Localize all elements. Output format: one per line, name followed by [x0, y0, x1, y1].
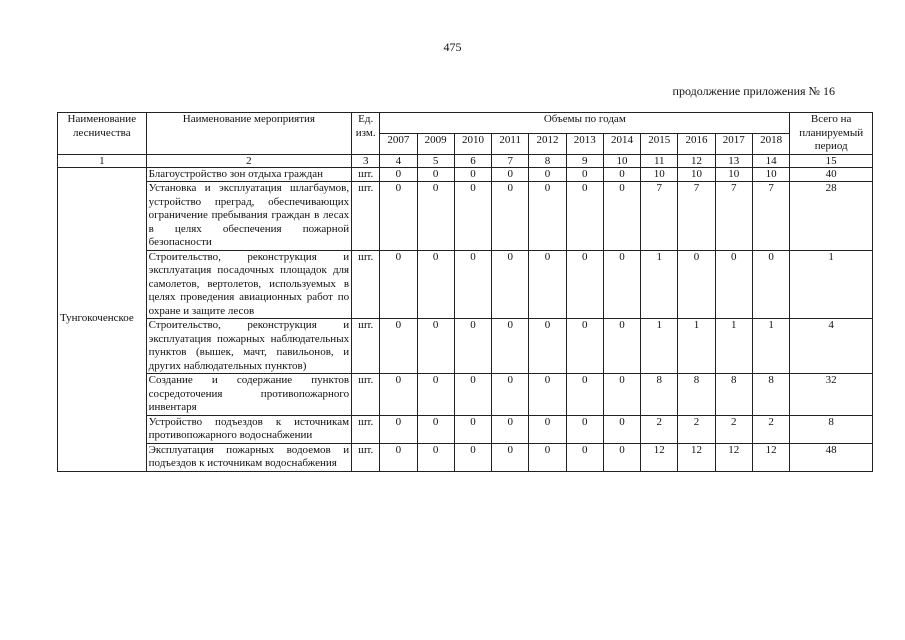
column-number: 9	[566, 154, 603, 167]
year-value-cell: 0	[603, 250, 640, 319]
activity-name: Эксплуатация пожарных водоемов и подъездов к источникам водоснабжения	[146, 443, 351, 471]
total-cell: 8	[790, 415, 873, 443]
column-number: 2	[146, 154, 351, 167]
unit-cell: шт.	[352, 319, 380, 374]
year-value-cell: 0	[566, 319, 603, 374]
table-row	[58, 182, 873, 251]
year-value-cell: 0	[566, 374, 603, 416]
year-value-cell: 1	[641, 319, 678, 374]
total-cell: 32	[790, 374, 873, 416]
column-number: 4	[380, 154, 417, 167]
header-activity: Наименование мероприятия	[146, 113, 351, 155]
column-number: 12	[678, 154, 715, 167]
year-value-cell: 0	[492, 182, 529, 251]
year-value-cell: 1	[641, 250, 678, 319]
year-value-cell: 0	[678, 250, 715, 319]
year-value-cell: 0	[492, 374, 529, 416]
year-value-cell: 0	[752, 250, 789, 319]
year-value-cell: 0	[454, 374, 491, 416]
year-value-cell: 12	[678, 443, 715, 471]
year-value-cell: 0	[454, 443, 491, 471]
year-value-cell: 0	[380, 167, 417, 182]
unit-cell: шт.	[352, 415, 380, 443]
column-number: 10	[603, 154, 640, 167]
activity-name: Строительство, реконструкция и эксплуатация пожарных наблюдательных пунктов (вышек, мачт, павильонов, и других наблюдательных пунктов)	[146, 319, 351, 374]
header-year: 2017	[715, 133, 752, 154]
year-value-cell: 10	[715, 167, 752, 182]
activity-name: Устройство подъездов к источникам противопожарного водоснабжении	[146, 415, 351, 443]
year-value-cell: 0	[380, 374, 417, 416]
header-year: 2016	[678, 133, 715, 154]
year-value-cell: 7	[715, 182, 752, 251]
year-value-cell: 8	[715, 374, 752, 416]
total-cell: 28	[790, 182, 873, 251]
year-value-cell: 0	[417, 167, 454, 182]
year-value-cell: 0	[380, 182, 417, 251]
year-value-cell: 8	[678, 374, 715, 416]
year-value-cell: 0	[417, 319, 454, 374]
column-number: 3	[352, 154, 380, 167]
header-year: 2013	[566, 133, 603, 154]
year-value-cell: 12	[715, 443, 752, 471]
total-cell: 40	[790, 167, 873, 182]
year-value-cell: 0	[529, 443, 566, 471]
header-unit: Ед. изм.	[352, 113, 380, 155]
year-value-cell: 0	[529, 250, 566, 319]
year-value-cell: 7	[641, 182, 678, 251]
column-number: 8	[529, 154, 566, 167]
forestry-name: Тунгокоченское	[58, 167, 147, 471]
year-value-cell: 2	[641, 415, 678, 443]
table-row	[58, 374, 873, 416]
header-year: 2012	[529, 133, 566, 154]
year-value-cell: 0	[380, 415, 417, 443]
year-value-cell: 1	[678, 319, 715, 374]
table-row	[58, 167, 873, 182]
header-year: 2014	[603, 133, 640, 154]
year-value-cell: 0	[380, 443, 417, 471]
year-value-cell: 0	[417, 250, 454, 319]
year-value-cell: 0	[380, 250, 417, 319]
year-value-cell: 0	[603, 374, 640, 416]
year-value-cell: 8	[641, 374, 678, 416]
year-value-cell: 0	[454, 319, 491, 374]
column-number: 6	[454, 154, 491, 167]
header-volumes-by-year: Объемы по годам	[380, 113, 790, 134]
year-value-cell: 0	[566, 250, 603, 319]
total-cell: 1	[790, 250, 873, 319]
column-number: 1	[58, 154, 147, 167]
activity-name: Благоустройство зон отдыха граждан	[146, 167, 351, 182]
table-row	[58, 319, 873, 374]
year-value-cell: 0	[417, 182, 454, 251]
year-value-cell: 7	[678, 182, 715, 251]
year-value-cell: 0	[603, 319, 640, 374]
year-value-cell: 10	[752, 167, 789, 182]
year-value-cell: 0	[454, 250, 491, 319]
table-row	[58, 443, 873, 471]
year-value-cell: 0	[492, 319, 529, 374]
table-row	[58, 250, 873, 319]
year-value-cell: 0	[566, 167, 603, 182]
year-value-cell: 0	[529, 374, 566, 416]
year-value-cell: 0	[417, 443, 454, 471]
year-value-cell: 0	[492, 443, 529, 471]
year-value-cell: 12	[641, 443, 678, 471]
year-value-cell: 0	[492, 250, 529, 319]
unit-cell: шт.	[352, 374, 380, 416]
unit-cell: шт.	[352, 250, 380, 319]
year-value-cell: 0	[566, 443, 603, 471]
year-value-cell: 0	[529, 182, 566, 251]
header-year: 2009	[417, 133, 454, 154]
column-number: 11	[641, 154, 678, 167]
activities-table	[57, 112, 873, 472]
column-number: 5	[417, 154, 454, 167]
year-value-cell: 12	[752, 443, 789, 471]
year-value-cell: 1	[715, 319, 752, 374]
year-value-cell: 0	[454, 167, 491, 182]
column-number: 14	[752, 154, 789, 167]
year-value-cell: 0	[417, 374, 454, 416]
year-value-cell: 0	[529, 319, 566, 374]
activity-name: Создание и содержание пунктов сосредоточения противопожарного инвентаря	[146, 374, 351, 416]
year-value-cell: 0	[715, 250, 752, 319]
year-value-cell: 2	[678, 415, 715, 443]
year-value-cell: 10	[678, 167, 715, 182]
header-forestry: Наименование лесничества	[58, 113, 147, 155]
column-number: 13	[715, 154, 752, 167]
year-value-cell: 8	[752, 374, 789, 416]
table-row	[58, 415, 873, 443]
year-value-cell: 0	[603, 182, 640, 251]
header-year: 2007	[380, 133, 417, 154]
year-value-cell: 2	[752, 415, 789, 443]
year-value-cell: 0	[529, 415, 566, 443]
year-value-cell: 0	[603, 415, 640, 443]
header-year: 2011	[492, 133, 529, 154]
column-number: 7	[492, 154, 529, 167]
year-value-cell: 7	[752, 182, 789, 251]
header-year: 2018	[752, 133, 789, 154]
activity-name: Установка и эксплуатация шлагбаумов, устройство преград, обеспечивающих ограничение пребывания граждан в лесах в целях обеспечения пожарной безопасности	[146, 182, 351, 251]
year-value-cell: 0	[454, 182, 491, 251]
page-number: 475	[443, 40, 462, 54]
column-number: 15	[790, 154, 873, 167]
year-value-cell: 2	[715, 415, 752, 443]
year-value-cell: 0	[380, 319, 417, 374]
header-total: Всего на планируемый период	[790, 113, 873, 155]
unit-cell: шт.	[352, 167, 380, 182]
appendix-continuation: продолжение приложения № 16	[672, 84, 835, 98]
year-value-cell: 0	[492, 415, 529, 443]
unit-cell: шт.	[352, 182, 380, 251]
year-value-cell: 0	[454, 415, 491, 443]
total-cell: 4	[790, 319, 873, 374]
header-year: 2010	[454, 133, 491, 154]
total-cell: 48	[790, 443, 873, 471]
year-value-cell: 0	[603, 443, 640, 471]
year-value-cell: 0	[603, 167, 640, 182]
activity-name: Строительство, реконструкция и эксплуатация посадочных площадок для самолетов, вертолетов, используемых в целях проведения авиационных работ по охране и защите лесов	[146, 250, 351, 319]
header-year: 2015	[641, 133, 678, 154]
year-value-cell: 0	[417, 415, 454, 443]
year-value-cell: 0	[492, 167, 529, 182]
year-value-cell: 0	[566, 415, 603, 443]
year-value-cell: 0	[529, 167, 566, 182]
year-value-cell: 1	[752, 319, 789, 374]
unit-cell: шт.	[352, 443, 380, 471]
year-value-cell: 10	[641, 167, 678, 182]
year-value-cell: 0	[566, 182, 603, 251]
